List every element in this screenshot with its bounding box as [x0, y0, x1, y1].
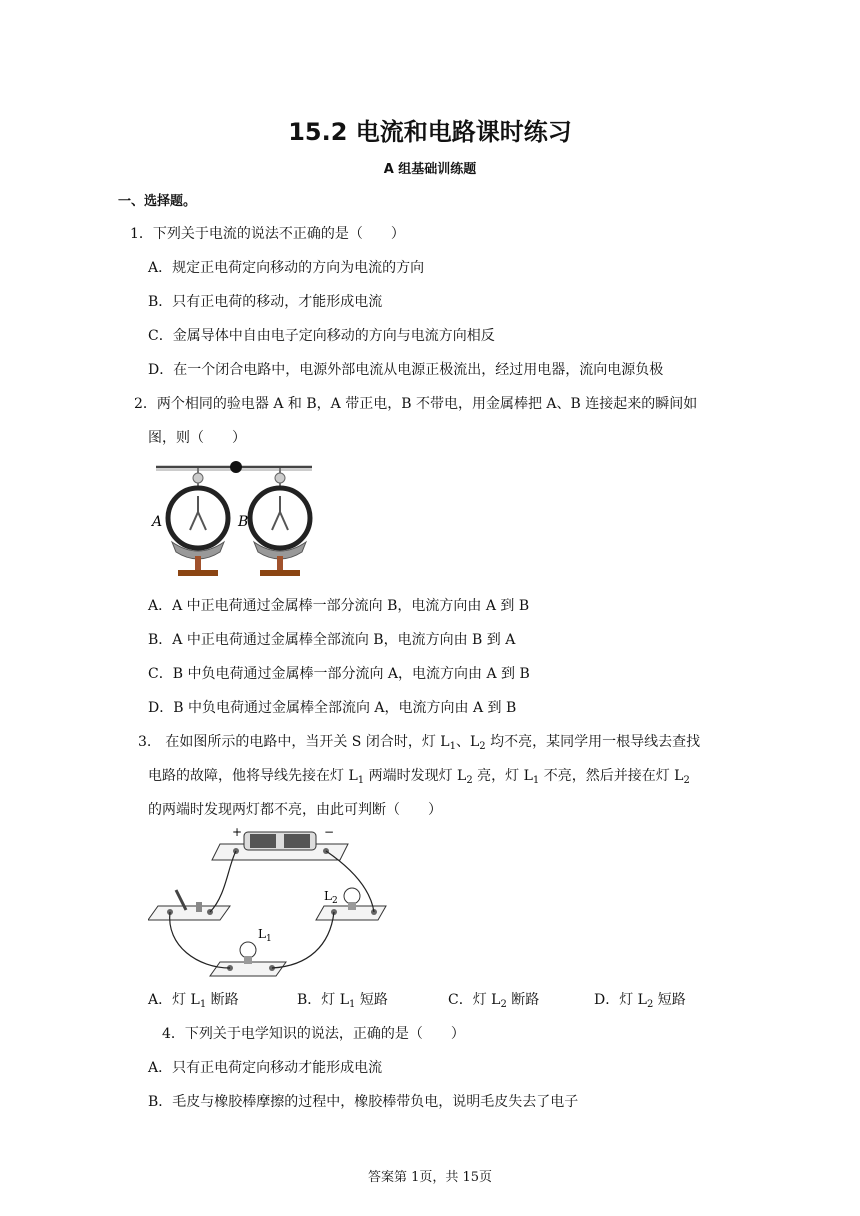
q4-stem: 4．下列关于电学知识的说法，正确的是（ ）	[162, 1026, 465, 1042]
q3-option-a: A．灯 $L_1$ 断路	[148, 992, 239, 1010]
q1-stem: 1．下列关于电流的说法不正确的是（ ）	[130, 226, 405, 242]
q1-option-b: B．只有正电荷的移动，才能形成电流	[148, 294, 383, 310]
label-a: A	[152, 514, 163, 530]
electroscope-a	[168, 468, 228, 576]
electroscope-b	[250, 468, 310, 576]
q2-stem-line2: 图，则（ ）	[148, 430, 246, 446]
label-b: B	[238, 514, 249, 530]
q2-option-c: C．B 中负电荷通过金属棒一部分流向 A，电流方向由 A 到 B	[148, 666, 530, 682]
q3-stem-line3: 的两端时发现两灯都不亮，由此可判断（ ）	[148, 802, 442, 818]
l1-label: $L_1$	[258, 927, 272, 944]
circuit-figure	[148, 826, 390, 980]
switch-board	[148, 890, 230, 920]
q1-option-c: C．金属导体中自由电子定向移动的方向与电流方向相反	[148, 328, 495, 344]
q4-option-b: B．毛皮与橡胶棒摩擦的过程中，橡胶棒带负电，说明毛皮失去了电子	[148, 1094, 579, 1110]
q3-option-b: B．灯 $L_1$ 短路	[297, 992, 388, 1010]
q2-option-d: D．B 中负电荷通过金属棒全部流向 A，电流方向由 A 到 B	[148, 700, 517, 716]
section-heading: 一、选择题。	[118, 194, 197, 209]
q3-option-c: C．灯 $L_2$ 断路	[448, 992, 540, 1010]
q2-stem-line1: 2．两个相同的验电器 A 和 B，A 带正电，B 不带电，用金属棒把 A、B 连接起来的瞬间如	[134, 396, 698, 412]
q1-option-a: A．规定正电荷定向移动的方向为电流的方向	[148, 260, 425, 276]
q4-option-a: A．只有正电荷定向移动才能形成电流	[148, 1060, 383, 1076]
battery-minus: −	[324, 826, 335, 839]
q2-option-b: B．A 中正电荷通过金属棒全部流向 B，电流方向由 B 到 A	[148, 632, 516, 648]
electroscope-figure	[150, 456, 320, 584]
page-title: 15.2 电流和电路课时练习	[288, 118, 572, 146]
l2-label: $L_2$	[324, 889, 338, 906]
q3-option-d: D．灯 $L_2$ 短路	[594, 992, 686, 1010]
page-footer: 答案第 1页，共 15页	[367, 1170, 493, 1185]
q3-stem-line2: 电路的故障，他将导线先接在灯 $L_1$ 两端时发现灯 $L_2$ 亮，灯 $L_1$ 不亮，然后并接在灯 $L_2$	[148, 768, 690, 786]
battery-plus: +	[232, 826, 243, 839]
q2-option-a: A．A 中正电荷通过金属棒一部分流向 B，电流方向由 A 到 B	[148, 598, 530, 614]
lamp-l1-board	[210, 942, 286, 976]
q1-option-d: D．在一个闭合电路中，电源外部电流从电源正极流出，经过用电器，流向电源负极	[148, 362, 664, 378]
page-subtitle: A 组基础训练题	[383, 162, 477, 177]
q3-stem-line1: 3. 在如图所示的电路中，当开关 S 闭合时，灯 $L_1$、$L_2$ 均不亮，某同学用一根导线去查找	[138, 734, 701, 752]
